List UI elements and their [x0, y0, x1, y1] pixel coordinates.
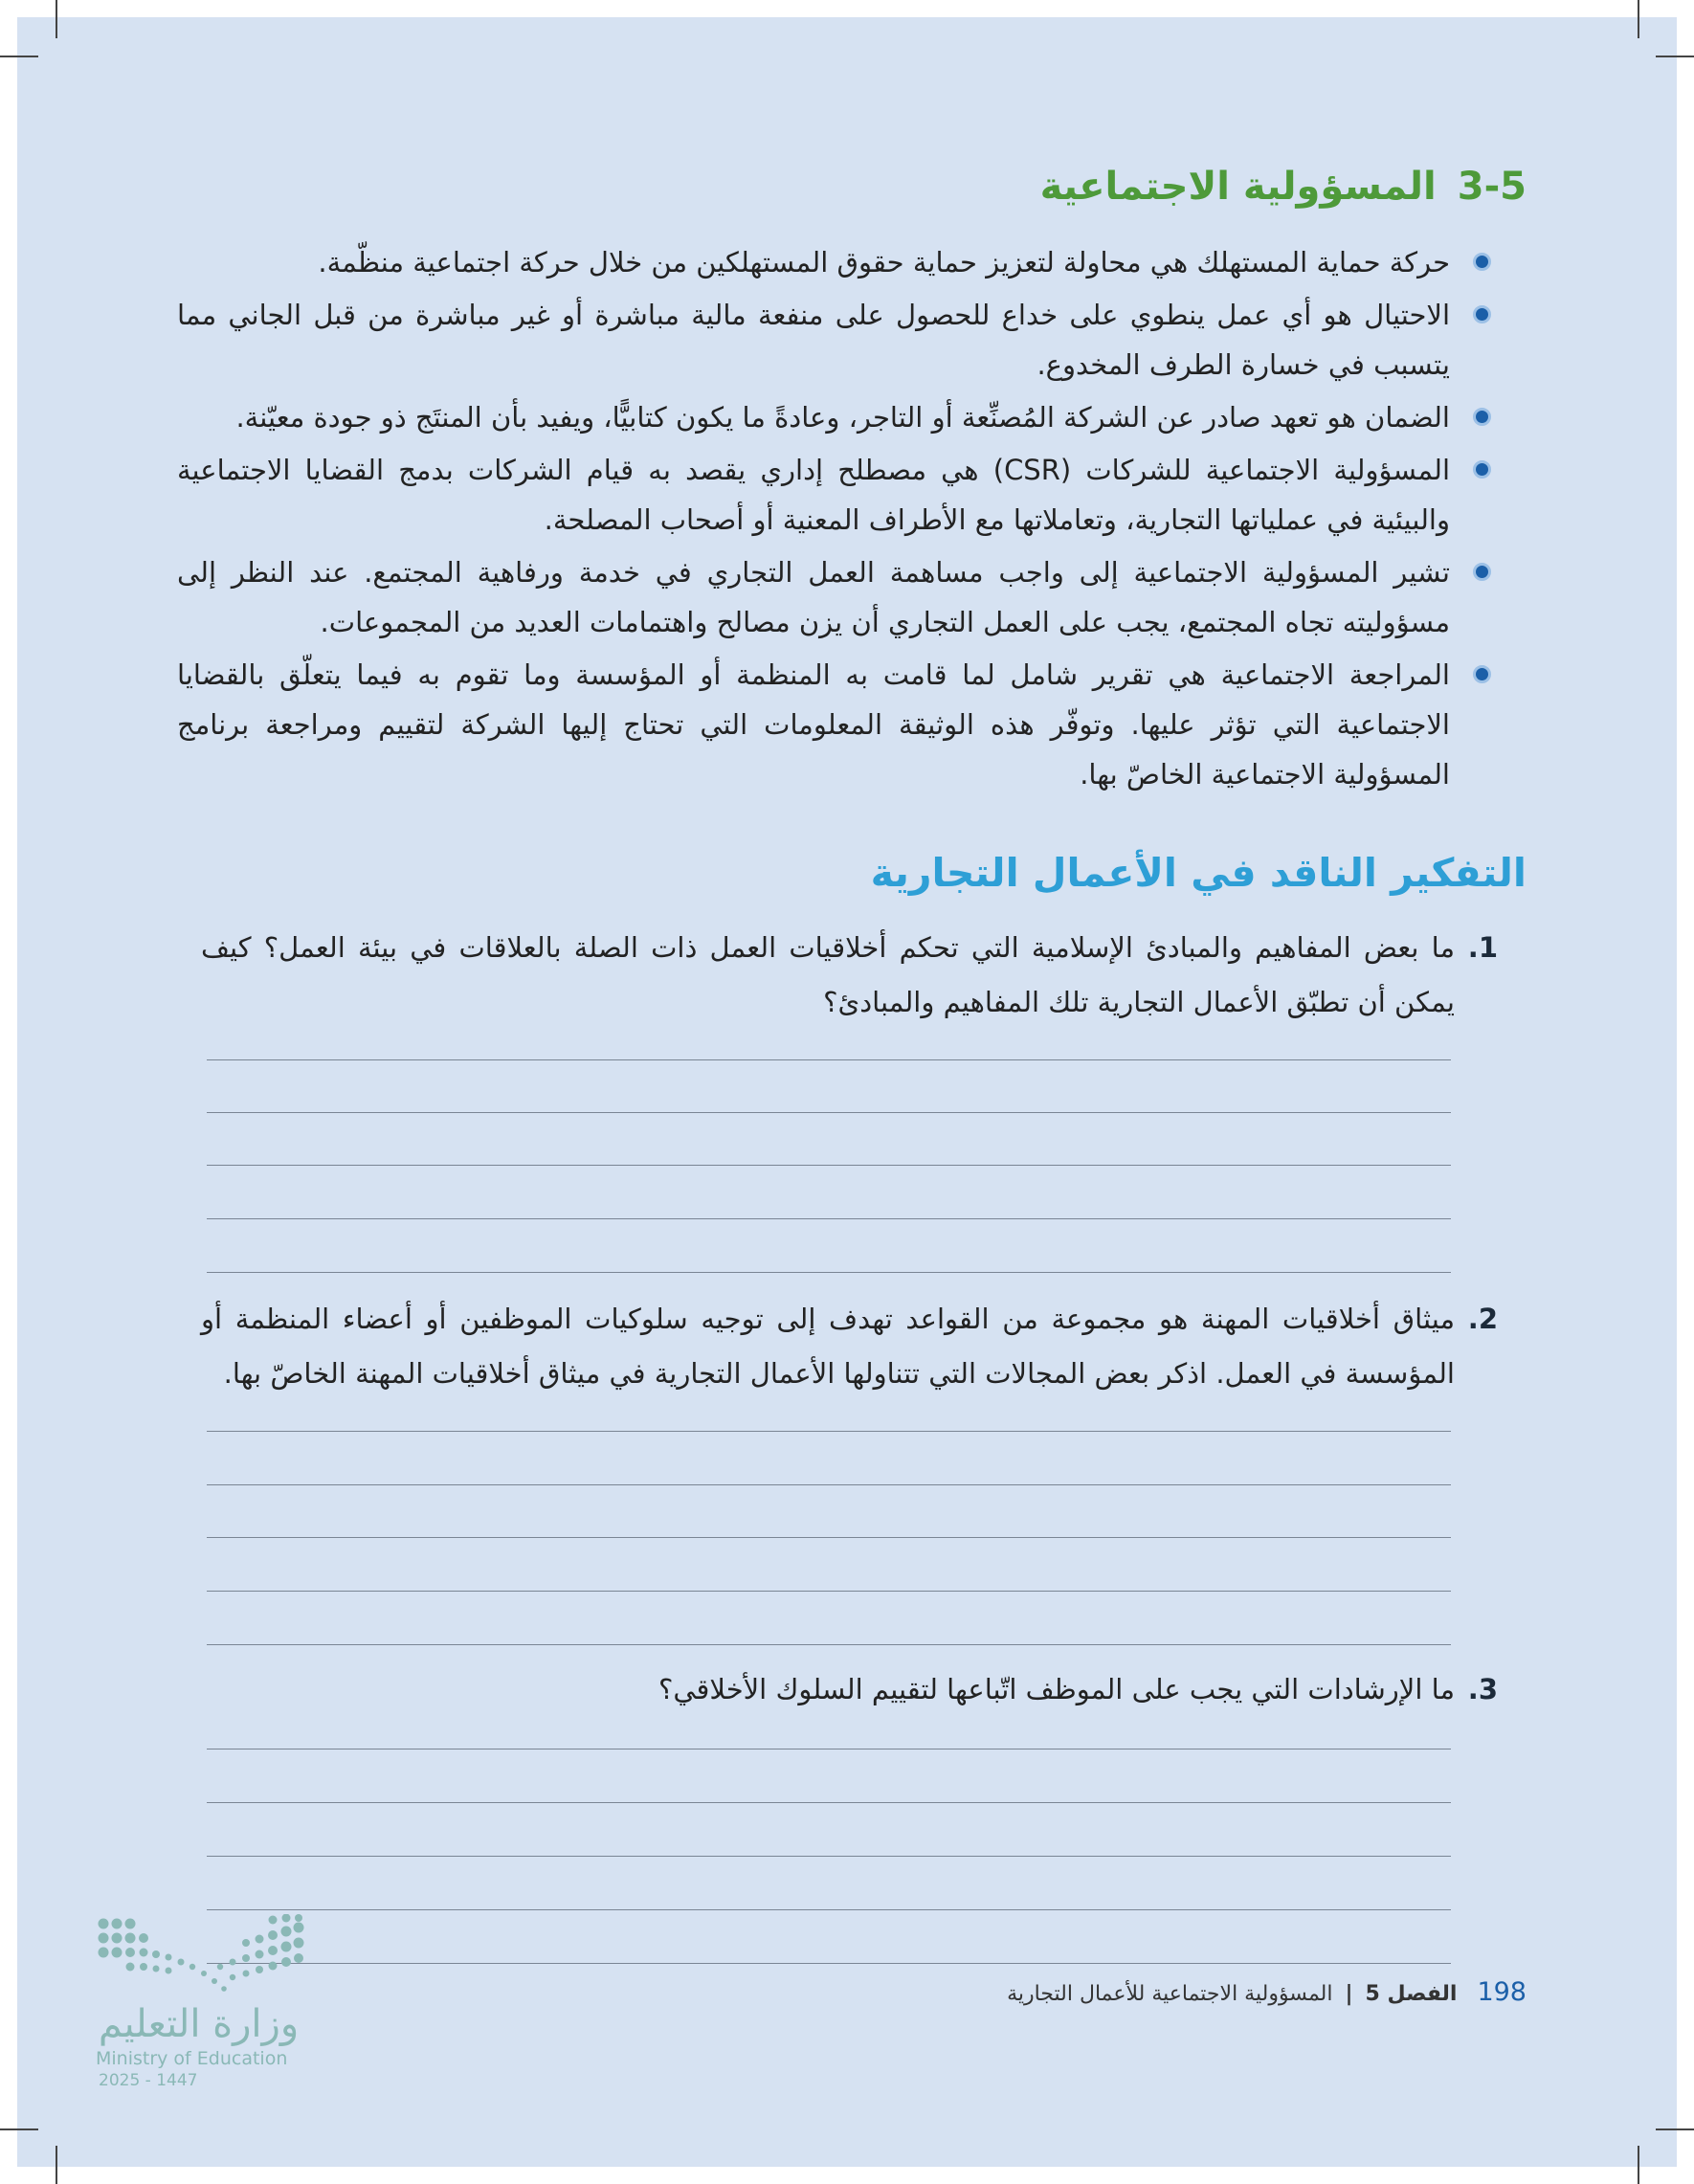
question-text: ميثاق أخلاقيات المهنة هو مجموعة من القواعد تهدف إلى توجيه سلوكيات الموظفين أو أعضاء المنظمة أو المؤسسة في العمل. اذكر بعض المجالات التي تتناولها الأعمال التجارية في ميثاق أخلاقيات المهنة الخاصّ بها.: [201, 1303, 1455, 1390]
critical-thinking-title: التفكير الناقد في الأعمال التجارية: [870, 850, 1527, 896]
list-item: [177, 650, 1450, 799]
list-item: [177, 237, 1450, 287]
bullet-icon: [1473, 305, 1491, 323]
question-number: 3.: [1467, 1673, 1498, 1705]
answer-line[interactable]: [207, 1591, 1451, 1592]
logo-arabic-text: وزارة التعليم: [98, 2002, 300, 2046]
bullet-text: الاحتيال هو أي عمل ينطوي على خداع للحصول على منفعة مالية مباشرة أو غير مباشرة من قبل الجاني مما يتسبب في خسارة الطرف المخدوع.: [177, 299, 1450, 381]
bullet-icon: [1473, 665, 1491, 683]
page-footer: [1007, 1977, 1527, 2007]
answer-line[interactable]: [207, 1272, 1451, 1273]
list-item: [177, 290, 1450, 390]
logo-english-text: Ministry of Education: [96, 2048, 288, 2069]
answer-line[interactable]: [207, 1644, 1451, 1645]
answer-line[interactable]: [207, 1059, 1451, 1060]
bullet-icon: [1473, 408, 1491, 426]
logo-year: 2025 - 1447: [99, 2071, 198, 2090]
bullet-list: [177, 237, 1450, 802]
answer-line[interactable]: [207, 1112, 1451, 1113]
bullet-icon: [1473, 253, 1491, 271]
logo-dots-icon: [96, 1914, 306, 2005]
page-number: 198: [1477, 1977, 1527, 2007]
footer-separator: |: [1345, 1982, 1353, 2006]
bullet-icon: [1473, 563, 1491, 581]
answer-line[interactable]: [207, 1218, 1451, 1219]
section-title: المسؤولية الاجتماعية: [1039, 165, 1437, 209]
question-number: 2.: [1467, 1303, 1498, 1335]
answer-line[interactable]: [207, 1484, 1451, 1485]
chapter-title: المسؤولية الاجتماعية للأعمال التجارية: [1007, 1982, 1333, 2006]
list-item: [177, 445, 1450, 545]
bullet-text: المسؤولية الاجتماعية للشركات (CSR) هي مصطلح إداري يقصد به قيام الشركات بدمج القضايا الاجتماعية والبيئية في عملياتها التجارية، وتعاملاتها مع الأطراف المعنية أو أصحاب المصلحة.: [177, 454, 1450, 536]
ministry-logo: [96, 1914, 316, 2090]
question-3: [201, 1662, 1498, 1717]
answer-line[interactable]: [207, 1963, 1451, 1964]
answer-line[interactable]: [207, 1802, 1451, 1803]
answer-line[interactable]: [207, 1909, 1451, 1910]
section-number: 3-5: [1457, 165, 1527, 209]
bullet-text: حركة حماية المستهلك هي محاولة لتعزيز حماية حقوق المستهلكين من خلال حركة اجتماعية منظّمة.: [318, 246, 1450, 279]
question-number: 1.: [1467, 931, 1498, 964]
bullet-icon: [1473, 460, 1491, 479]
question-2: [201, 1292, 1498, 1401]
list-item: [177, 547, 1450, 647]
question-text: ما بعض المفاهيم والمبادئ الإسلامية التي تحكم أخلاقيات العمل ذات الصلة بالعلاقات في بيئة العمل؟ كيف يمكن أن تطبّق الأعمال التجارية تلك المفاهيم والمبادئ؟: [201, 931, 1455, 1018]
answer-line[interactable]: [207, 1537, 1451, 1538]
answer-line[interactable]: [207, 1856, 1451, 1857]
list-item: [177, 392, 1450, 442]
question-1: [201, 921, 1498, 1030]
answer-line[interactable]: [207, 1431, 1451, 1432]
bullet-text: تشير المسؤولية الاجتماعية إلى واجب مساهمة العمل التجاري في خدمة ورفاهية المجتمع. عند النظر إلى مسؤوليته تجاه المجتمع، يجب على العمل التجاري أن يزن مصالح واهتمامات العديد من المجموعات.: [177, 556, 1450, 638]
question-text: ما الإرشادات التي يجب على الموظف اتّباعها لتقييم السلوك الأخلاقي؟: [658, 1673, 1455, 1705]
bullet-text: المراجعة الاجتماعية هي تقرير شامل لما قامت به المنظمة أو المؤسسة وما تقوم به فيما يتعلّق بالقضايا الاجتماعية التي تؤثر عليها. وتوفّر هذه الوثيقة المعلومات التي تحتاج إليها الشركة لتقييم ومراجعة برنامج المسؤولية الاجتماعية الخاصّ بها.: [177, 658, 1450, 791]
section-heading: [1040, 165, 1527, 209]
answer-line[interactable]: [207, 1165, 1451, 1166]
bullet-text: الضمان هو تعهد صادر عن الشركة المُصنِّعة أو التاجر، وعادةً ما يكون كتابيًّا، ويفيد بأن المنتَج ذو جودة معيّنة.: [235, 401, 1450, 434]
chapter-label: الفصل 5: [1365, 1982, 1458, 2006]
